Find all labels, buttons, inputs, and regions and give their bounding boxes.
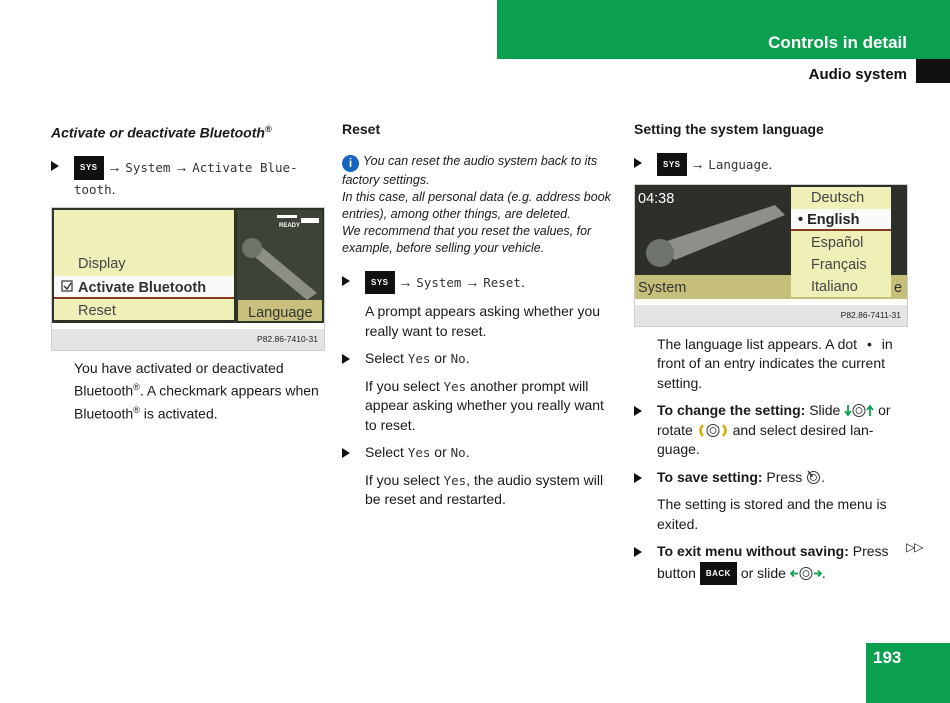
exit-menu-step: To exit menu without saving: Press button BACK or slide . — [634, 542, 909, 585]
back-key: BACK — [700, 562, 737, 586]
reset-step-3-text: If you select Yes, the audio system will be reset and restarted. — [365, 471, 604, 507]
sys-key: SYS — [74, 156, 104, 180]
language-heading: Setting the system language — [634, 121, 824, 137]
reset-step-1: SYS → System → Reset. — [342, 271, 617, 295]
language-option-italiano: Italiano — [811, 279, 858, 295]
reset-heading: Reset — [342, 121, 381, 137]
bluetooth-screen-image — [51, 207, 325, 351]
slide-vertical-icon — [844, 403, 874, 418]
column-bluetooth — [51, 120, 326, 432]
bluetooth-screen — [52, 208, 324, 323]
menu-item-display: Display — [78, 256, 126, 273]
menu-item-reset: Reset — [78, 303, 116, 320]
bullet-arrow-icon — [51, 161, 59, 171]
language-option-francais: Français — [811, 257, 867, 273]
ready-indicator: READY — [279, 223, 301, 230]
bluetooth-note: You have activated or deactivated Bluetooth®. A checkmark appears when Bluetooth® is activated. — [74, 359, 319, 422]
image-caption: P82.86-7411-31 — [635, 305, 907, 326]
bullet-arrow-icon — [342, 276, 350, 286]
info-note: i You can reset the audio system back to its factory settings. In this case, all personal data (e.g. address book entries), among other things, are deleted. We recommend that you reset the values, for example, before selling your vehicle. — [342, 153, 611, 255]
bluetooth-step: SYS → System → Activate Blue- tooth. — [51, 156, 326, 199]
reset-step-3: Select Yes or No. — [342, 443, 617, 463]
right-tab-fragment: e — [894, 280, 903, 296]
slide-horizontal-icon — [790, 566, 822, 581]
info-icon: i — [342, 155, 359, 172]
column-reset — [342, 120, 617, 518]
section-title: Controls in detail — [768, 33, 907, 52]
language-list-note: The language list appears. A dot • in front of an entry indicates the current setting. — [657, 335, 893, 391]
save-setting-step: To save setting: Press . — [634, 468, 909, 488]
column-language — [634, 120, 909, 593]
system-tab: System — [638, 280, 687, 296]
bullet-arrow-icon — [634, 158, 642, 168]
language-option-english: • English — [798, 212, 860, 228]
bullet-arrow-icon — [342, 354, 350, 364]
language-step: SYS → Language. — [634, 153, 909, 177]
header-marker — [916, 59, 950, 83]
section-subtitle: Audio system — [808, 66, 907, 83]
menu-item-activate-bluetooth: Activate Bluetooth — [78, 280, 207, 297]
language-tab: Language — [248, 305, 313, 322]
clock: 04:38 — [638, 191, 675, 207]
language-option-deutsch: Deutsch — [811, 190, 865, 206]
language-option-espanol: Español — [811, 235, 864, 251]
bluetooth-heading: Activate or deactivate Bluetooth® — [51, 124, 272, 141]
reset-step-2: Select Yes or No. — [342, 349, 617, 369]
change-setting-step: To change the setting: Slide or rotate and select desired lan-guage. — [634, 401, 909, 460]
page-number: 193 — [873, 648, 902, 667]
bullet-arrow-icon — [634, 473, 642, 483]
sys-key: SYS — [657, 153, 687, 177]
language-screen — [635, 185, 907, 299]
bullet-arrow-icon — [634, 547, 642, 557]
save-setting-text: The setting is stored and the menu is exited. — [657, 496, 887, 532]
bullet-arrow-icon — [342, 448, 350, 458]
continued-marker: ▷▷ — [906, 540, 923, 554]
language-screen-image — [634, 184, 908, 327]
press-knob-icon — [806, 470, 821, 485]
reset-step-2-text: If you select Yes another prompt will appear asking whether you really want to reset. — [365, 377, 604, 433]
image-caption: P82.86-7410-31 — [52, 329, 324, 350]
reset-step-1-text: A prompt appears asking whether you really want to reset. — [365, 303, 601, 339]
bullet-arrow-icon — [634, 406, 642, 416]
sys-key: SYS — [365, 271, 395, 295]
rotate-knob-icon — [697, 423, 729, 438]
